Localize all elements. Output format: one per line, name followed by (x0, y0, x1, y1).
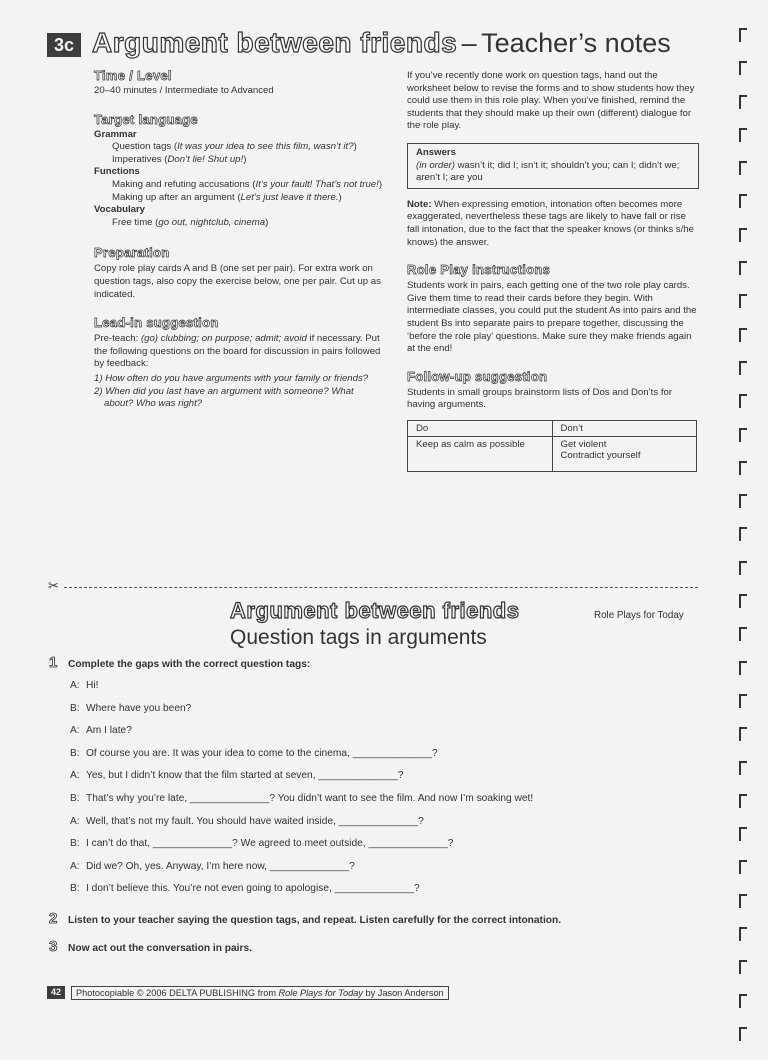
header-subtitle: Teacher’s notes (481, 28, 671, 58)
worksheet-subtitle: Question tags in arguments (230, 626, 487, 649)
lead-in-text: Pre-teach: (go) clubbing; on purpose; admit; avoid if necessary. Put the following questions on the board for discussion in pairs followed by feedback: (94, 333, 381, 370)
right-column (407, 70, 699, 472)
answers-box (407, 143, 699, 189)
functions-item: Making and refuting accusations (It’s your fault! That’s not true!) (112, 178, 383, 190)
lead-in-question: 2) When did you last have an argument with someone? What about? Who was right? (94, 385, 354, 410)
dialogue-line: A: Well, that’s not my fault. You should have waited inside, ______________? (70, 815, 424, 827)
cut-line (64, 587, 698, 588)
series-label: Role Plays for Today (594, 610, 684, 621)
question-number: 1 (49, 654, 58, 671)
dialogue-line: A: Did we? Oh, yes. Anyway, I’m here now, ______________? (70, 860, 355, 872)
header-title: Argument between friends (92, 27, 458, 58)
question-instruction: Listen to your teacher saying the question tags, and repeat. Listen carefully for the correct intonation. (68, 915, 562, 926)
unit-badge: 3c (47, 33, 81, 57)
dialogue (70, 680, 700, 906)
scissors-icon: ✂ (48, 578, 59, 593)
left-column (94, 68, 384, 411)
grammar-label: Grammar (94, 128, 137, 140)
preparation-text: Copy role play cards A and B (one set per pair). For extra work on question tags, also copy the exercise below, one per pair. Cut up as indicated. (94, 263, 381, 300)
intro-text: If you’ve recently done work on question tags, hand out the worksheet below to revise the forms and to show students how they could use them in this role play. When you’ve finished, remind the students that they should make up their own (different) dialogue for the role play. (407, 70, 695, 132)
question-instruction: Complete the gaps with the correct question tags: (68, 659, 311, 670)
follow-up-text: Students in small groups brainstorm lists of Dos and Don’ts for having arguments. (407, 386, 673, 411)
table-header-do: Do (408, 420, 553, 436)
question-number: 2 (49, 910, 58, 927)
functions-label: Functions (94, 166, 140, 178)
grammar-item: Question tags (It was your idea to see this film, wasn’t it?) (112, 141, 357, 153)
functions-item: Making up after an argument (Let’s just leave it there.) (112, 191, 342, 203)
dos-donts-table (407, 420, 697, 472)
table-header-dont: Don’t (552, 420, 697, 436)
answers-text: (in order) wasn’t it; did I; isn’t it; shouldn’t you; can I; didn’t we; aren’t I; are you (416, 159, 680, 184)
preparation-heading: Preparation (94, 245, 170, 261)
vocabulary-label: Vocabulary (94, 204, 146, 216)
answers-label: Answers (416, 146, 456, 158)
footer-credit: Photocopiable © 2006 DELTA PUBLISHING from Role Plays for Today by Jason Anderson (71, 986, 449, 1000)
page-number: 42 (47, 986, 65, 999)
spiral-binding (739, 28, 747, 1060)
page-header (92, 27, 671, 59)
worksheet-title: Argument between friends (230, 598, 520, 623)
role-play-text: Students work in pairs, each getting one of the two role play cards. Give them time to read their cards before they begin. With intermediate classes, you could put the student As into pairs and the student Bs into separate pairs to prepare together, discussing the ‘before the role play’ questions. Make sure they make friends again at the end! (407, 280, 697, 355)
lead-in-heading: Lead-in suggestion (94, 315, 219, 331)
grammar-item: Imperatives (Don’t lie! Shut up!) (112, 153, 247, 165)
dialogue-line: B: That’s why you’re late, ______________? You didn’t want to see the film. And now I’m soaking wet! (70, 792, 534, 804)
vocabulary-item: Free time (go out, nightclub, cinema) (112, 216, 269, 228)
lead-in-question: 1) How often do you have arguments with your family or friends? (94, 372, 369, 384)
dialogue-line: A: Yes, but I didn’t know that the film started at seven, ______________? (70, 770, 404, 782)
time-text: 20–40 minutes / Intermediate to Advanced (94, 85, 274, 96)
table-cell-do: Keep as calm as possible (408, 436, 553, 471)
note-text: Note: When expressing emotion, intonation often becomes more exaggerated, nevertheless these tags are likely to have fall or rise fall intonation, due to the fact that the speaker knows (or thinks s/he knows) the answer. (407, 198, 694, 248)
role-play-heading: Role Play instructions (407, 262, 551, 278)
question-number: 3 (49, 938, 58, 955)
follow-up-heading: Follow-up suggestion (407, 368, 548, 384)
target-language-block (94, 129, 384, 230)
table-cell-dont: Get violent Contradict yourself (552, 436, 697, 471)
dialogue-line: A: Hi! (70, 680, 99, 691)
dialogue-line: B: I don’t believe this. You’re not even going to apologise, ______________? (70, 883, 420, 895)
header-dash: – (461, 28, 477, 58)
dialogue-line: B: Of course you are. It was your idea to come to the cinema, ______________? (70, 747, 438, 759)
target-heading: Target language (94, 111, 198, 127)
dialogue-line: A: Am I late? (70, 725, 132, 737)
dialogue-line: B: I can’t do that, ______________? We agreed to meet outside, ______________? (70, 838, 454, 850)
time-heading: Time / Level (94, 68, 172, 83)
question-instruction: Now act out the conversation in pairs. (68, 943, 252, 954)
dialogue-line: B: Where have you been? (70, 702, 192, 714)
